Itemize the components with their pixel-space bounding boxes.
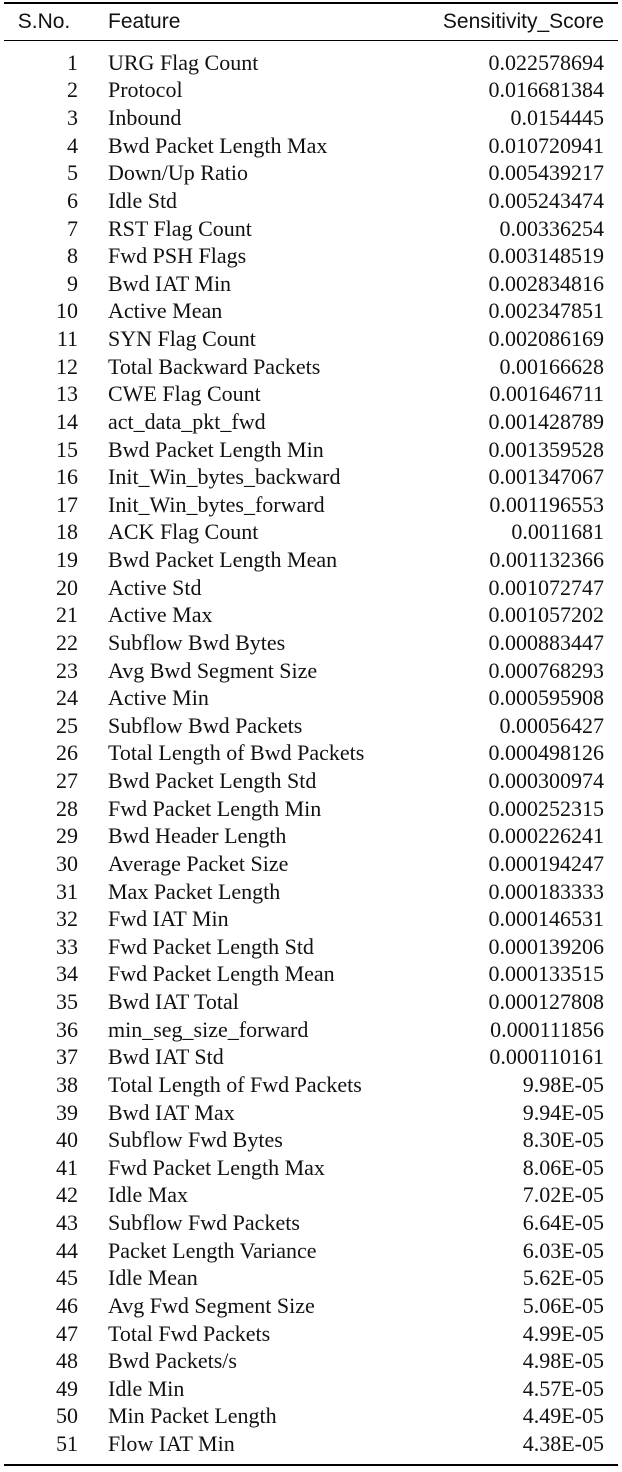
row-feature: ACK Flag Count <box>108 519 259 545</box>
row-score: 0.002834816 <box>488 270 604 296</box>
row-sno: 35 <box>56 989 78 1015</box>
table-row <box>4 160 618 188</box>
row-score: 0.001057202 <box>488 602 604 628</box>
row-feature: Bwd Packet Length Std <box>108 768 317 794</box>
row-feature: Idle Min <box>108 1375 185 1401</box>
row-sno: 29 <box>56 823 78 849</box>
header-score: Sensitivity_Score <box>442 10 604 33</box>
table-row <box>4 436 618 464</box>
row-sno: 23 <box>56 657 78 683</box>
row-sno: 31 <box>56 878 78 904</box>
bottom-rule <box>4 1464 618 1466</box>
row-feature: Idle Std <box>108 187 178 213</box>
row-sno: 36 <box>56 1016 78 1042</box>
row-feature: URG Flag Count <box>108 49 259 75</box>
row-score: 0.000300974 <box>488 768 604 794</box>
row-feature: Idle Mean <box>108 1265 198 1291</box>
row-score: 0.001347067 <box>488 464 604 490</box>
table-row <box>4 132 618 160</box>
table-row <box>4 850 618 878</box>
table-row <box>4 988 618 1016</box>
row-feature: Average Packet Size <box>108 850 289 876</box>
row-sno: 40 <box>56 1127 78 1153</box>
row-score: 0.000768293 <box>488 657 604 683</box>
table-header <box>4 4 618 40</box>
row-feature: Subflow Bwd Bytes <box>108 629 286 655</box>
table-row <box>4 491 618 519</box>
table-body <box>4 49 618 1458</box>
row-feature: Bwd Header Length <box>108 823 287 849</box>
row-sno: 38 <box>56 1071 78 1097</box>
row-score: 0.00336254 <box>499 215 604 241</box>
row-score: 0.001359528 <box>488 436 604 462</box>
row-sno: 41 <box>56 1154 78 1180</box>
row-feature: Active Mean <box>108 298 223 324</box>
table-row <box>4 878 618 906</box>
row-score: 0.000111856 <box>490 1016 604 1042</box>
row-score: 0.000194247 <box>488 850 604 876</box>
table-row <box>4 1265 618 1293</box>
row-sno: 1 <box>67 49 78 75</box>
row-score: 8.06E-05 <box>522 1154 604 1180</box>
row-score: 0.000595908 <box>488 685 604 711</box>
row-score: 6.03E-05 <box>522 1237 604 1263</box>
row-feature: Max Packet Length <box>108 878 281 904</box>
row-sno: 22 <box>56 629 78 655</box>
row-feature: Active Min <box>108 685 209 711</box>
row-score: 0.002347851 <box>488 298 604 324</box>
table-row <box>4 574 618 602</box>
row-sno: 30 <box>56 850 78 876</box>
table-row <box>4 215 618 243</box>
row-feature: Bwd IAT Min <box>108 270 232 296</box>
row-feature: Min Packet Length <box>108 1403 277 1429</box>
row-score: 0.001072747 <box>488 574 604 600</box>
row-score: 0.000146531 <box>488 906 604 932</box>
table-row <box>4 1403 618 1431</box>
table-row <box>4 1071 618 1099</box>
table-row <box>4 712 618 740</box>
table-row <box>4 1016 618 1044</box>
table-row <box>4 684 618 712</box>
row-score: 0.001196553 <box>489 491 604 517</box>
row-feature: Total Length of Bwd Packets <box>108 740 365 766</box>
row-sno: 15 <box>56 436 78 462</box>
table-row <box>4 1292 618 1320</box>
table-row <box>4 657 618 685</box>
row-sno: 19 <box>56 547 78 573</box>
row-feature: Down/Up Ratio <box>108 160 248 186</box>
row-sno: 50 <box>56 1403 78 1429</box>
row-sno: 47 <box>56 1320 78 1346</box>
table-row <box>4 77 618 105</box>
row-feature: Fwd Packet Length Max <box>108 1154 325 1180</box>
row-score: 0.005243474 <box>488 187 604 213</box>
row-sno: 26 <box>56 740 78 766</box>
row-feature: Bwd Packet Length Min <box>108 436 324 462</box>
row-sno: 21 <box>56 602 78 628</box>
row-score: 0.022578694 <box>488 49 604 75</box>
row-score: 5.06E-05 <box>522 1292 604 1318</box>
row-feature: Bwd Packet Length Max <box>108 132 328 158</box>
table-row <box>4 1182 618 1210</box>
table-row <box>4 325 618 353</box>
row-score: 4.38E-05 <box>522 1431 604 1457</box>
row-score: 0.002086169 <box>488 326 604 352</box>
table-row <box>4 408 618 436</box>
row-sno: 6 <box>67 187 78 213</box>
row-score: 4.57E-05 <box>522 1375 604 1401</box>
table-row <box>4 519 618 547</box>
row-sno: 5 <box>67 160 78 186</box>
row-sno: 8 <box>67 243 78 269</box>
row-score: 6.64E-05 <box>522 1210 604 1236</box>
row-feature: Init_Win_bytes_backward <box>108 464 341 490</box>
row-sno: 16 <box>56 464 78 490</box>
row-feature: Bwd Packet Length Mean <box>108 547 338 573</box>
row-sno: 43 <box>56 1210 78 1236</box>
table-row <box>4 381 618 409</box>
row-score: 0.000183333 <box>488 878 604 904</box>
row-score: 4.49E-05 <box>522 1403 604 1429</box>
row-score: 0.00166628 <box>499 353 604 379</box>
row-feature: Total Backward Packets <box>108 353 321 379</box>
table-row <box>4 629 618 657</box>
row-feature: Total Length of Fwd Packets <box>108 1071 362 1097</box>
row-score: 0.005439217 <box>488 160 604 186</box>
sensitivity-table <box>4 2 618 1466</box>
table-row <box>4 1237 618 1265</box>
row-feature: Subflow Fwd Bytes <box>108 1127 283 1153</box>
row-feature: Flow IAT Min <box>108 1431 235 1457</box>
row-score: 0.001646711 <box>489 381 604 407</box>
row-sno: 7 <box>67 215 78 241</box>
row-feature: Avg Fwd Segment Size <box>108 1292 315 1318</box>
row-sno: 12 <box>56 353 78 379</box>
table-row <box>4 740 618 768</box>
row-score: 0.00056427 <box>499 712 604 738</box>
row-feature: RST Flag Count <box>108 215 252 241</box>
table-row <box>4 823 618 851</box>
table-row <box>4 1320 618 1348</box>
row-score: 0.0011681 <box>511 519 604 545</box>
row-feature: Active Max <box>108 602 213 628</box>
row-score: 9.94E-05 <box>522 1099 604 1125</box>
row-score: 0.000226241 <box>488 823 604 849</box>
row-feature: Fwd Packet Length Min <box>108 795 322 821</box>
table-row <box>4 546 618 574</box>
row-score: 0.000883447 <box>488 629 604 655</box>
table-row <box>4 242 618 270</box>
table-row <box>4 933 618 961</box>
row-sno: 25 <box>56 712 78 738</box>
row-score: 0.001428789 <box>488 408 604 434</box>
row-score: 0.000133515 <box>488 961 604 987</box>
row-feature: Bwd IAT Max <box>108 1099 235 1125</box>
row-sno: 45 <box>56 1265 78 1291</box>
row-sno: 48 <box>56 1348 78 1374</box>
row-sno: 33 <box>56 933 78 959</box>
table-row <box>4 187 618 215</box>
row-feature: Fwd Packet Length Std <box>108 933 314 959</box>
row-sno: 27 <box>56 768 78 794</box>
row-feature: act_data_pkt_fwd <box>108 408 266 434</box>
row-score: 4.98E-05 <box>522 1348 604 1374</box>
row-feature: Bwd Packets/s <box>108 1348 237 1374</box>
row-score: 0.0154445 <box>510 105 604 131</box>
row-score: 0.000498126 <box>488 740 604 766</box>
row-score: 0.016681384 <box>488 77 604 103</box>
row-score: 0.000110161 <box>489 1044 604 1070</box>
table-row <box>4 1375 618 1403</box>
row-sno: 10 <box>56 298 78 324</box>
table-row <box>4 905 618 933</box>
table-row <box>4 353 618 381</box>
table-row <box>4 1154 618 1182</box>
row-score: 7.02E-05 <box>522 1182 604 1208</box>
header-sno: S.No. <box>17 10 71 33</box>
row-sno: 9 <box>67 270 78 296</box>
row-sno: 4 <box>67 132 78 158</box>
row-feature: Avg Bwd Segment Size <box>108 657 318 683</box>
row-sno: 37 <box>56 1044 78 1070</box>
table-row <box>4 1044 618 1072</box>
row-score: 8.30E-05 <box>522 1127 604 1153</box>
table-row <box>4 1209 618 1237</box>
table-row <box>4 104 618 132</box>
row-sno: 3 <box>67 105 78 131</box>
row-feature: min_seg_size_forward <box>108 1016 309 1042</box>
row-feature: Fwd Packet Length Mean <box>108 961 335 987</box>
row-score: 0.000139206 <box>488 933 604 959</box>
table-row <box>4 795 618 823</box>
row-score: 9.98E-05 <box>522 1071 604 1097</box>
row-feature: Init_Win_bytes_forward <box>108 491 325 517</box>
row-feature: Idle Max <box>108 1182 189 1208</box>
row-score: 0.003148519 <box>488 243 604 269</box>
row-feature: Protocol <box>108 77 183 103</box>
table-row <box>4 1430 618 1458</box>
row-sno: 42 <box>56 1182 78 1208</box>
header-feature: Feature <box>108 10 181 33</box>
row-sno: 20 <box>56 574 78 600</box>
table-row <box>4 463 618 491</box>
table-row <box>4 961 618 989</box>
row-feature: SYN Flag Count <box>108 326 256 352</box>
row-sno: 24 <box>56 685 78 711</box>
row-score: 0.000252315 <box>488 795 604 821</box>
row-sno: 13 <box>56 381 78 407</box>
row-sno: 2 <box>67 77 78 103</box>
row-score: 5.62E-05 <box>522 1265 604 1291</box>
table-row <box>4 602 618 630</box>
row-feature: CWE Flag Count <box>108 381 261 407</box>
row-feature: Fwd IAT Min <box>108 906 229 932</box>
row-feature: Inbound <box>108 105 182 131</box>
row-score: 4.99E-05 <box>522 1320 604 1346</box>
row-score: 0.010720941 <box>488 132 604 158</box>
row-score: 0.001132366 <box>489 547 604 573</box>
row-sno: 17 <box>56 491 78 517</box>
row-sno: 46 <box>56 1292 78 1318</box>
table-row <box>4 49 618 77</box>
row-feature: Active Std <box>108 574 202 600</box>
table-row <box>4 767 618 795</box>
row-sno: 18 <box>56 519 78 545</box>
row-sno: 32 <box>56 906 78 932</box>
row-sno: 51 <box>56 1431 78 1457</box>
table-row <box>4 1099 618 1127</box>
row-sno: 39 <box>56 1099 78 1125</box>
row-feature: Bwd IAT Std <box>108 1044 224 1070</box>
table-row <box>4 1126 618 1154</box>
row-feature: Bwd IAT Total <box>108 989 239 1015</box>
row-sno: 28 <box>56 795 78 821</box>
row-feature: Packet Length Variance <box>108 1237 317 1263</box>
row-feature: Subflow Bwd Packets <box>108 712 303 738</box>
row-sno: 11 <box>56 326 78 352</box>
table-row <box>4 1347 618 1375</box>
table-row <box>4 270 618 298</box>
row-sno: 14 <box>56 408 78 434</box>
row-feature: Total Fwd Packets <box>108 1320 271 1346</box>
row-sno: 34 <box>56 961 78 987</box>
row-feature: Fwd PSH Flags <box>108 243 247 269</box>
row-score: 0.000127808 <box>488 989 604 1015</box>
table-row <box>4 298 618 326</box>
row-feature: Subflow Fwd Packets <box>108 1210 300 1236</box>
row-sno: 44 <box>56 1237 78 1263</box>
row-sno: 49 <box>56 1375 78 1401</box>
